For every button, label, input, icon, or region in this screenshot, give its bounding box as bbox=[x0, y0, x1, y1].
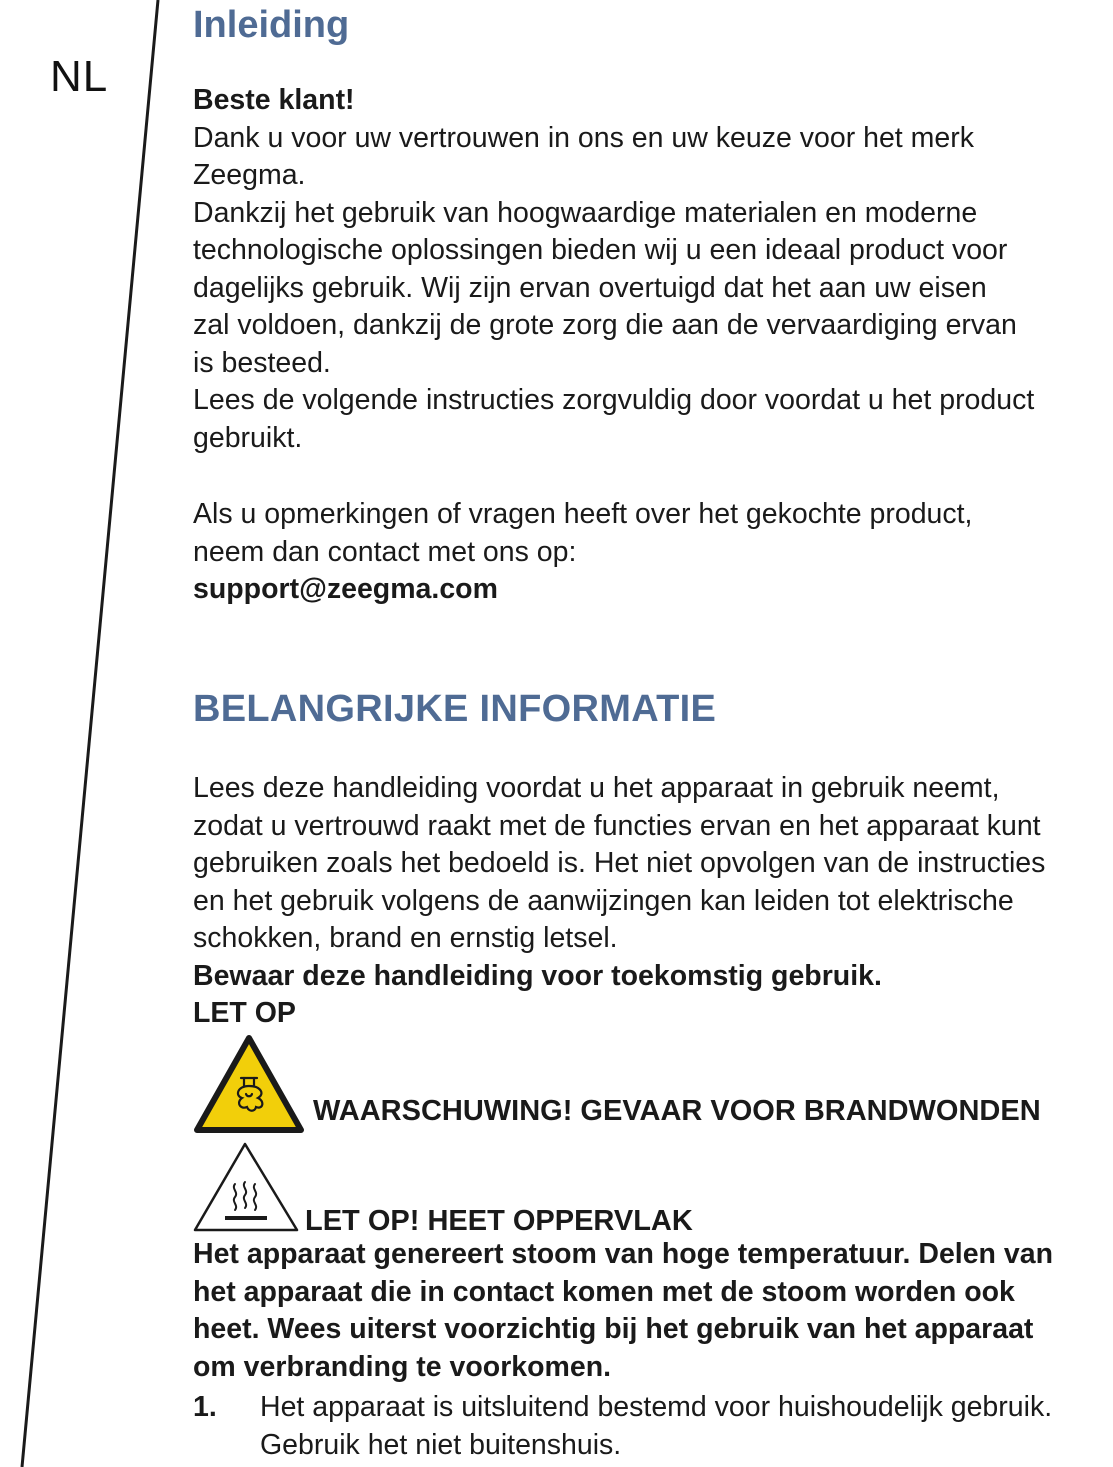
burn-warning-label: WAARSCHUWING! GEVAAR VOOR BRANDWONDEN bbox=[313, 1094, 1041, 1127]
contact-text bbox=[193, 496, 1108, 609]
intro-p2-line3: dagelijks gebruik. Wij zijn ervan overtuigd dat het aan uw eisen bbox=[193, 271, 987, 304]
intro-p2-line1: Dankzij het gebruik van hoogwaardige materialen en moderne bbox=[193, 196, 978, 229]
intro-p2-line5: is besteed. bbox=[193, 346, 331, 379]
intro-p1-line1: Dank u voor uw vertrouwen in ons en uw keuze voor het merk bbox=[193, 121, 974, 154]
burn-warning bbox=[193, 1034, 1041, 1134]
hot-surface-warning bbox=[193, 1138, 693, 1237]
steam-warning-text bbox=[193, 1236, 1108, 1386]
hot-surface-icon bbox=[193, 1138, 303, 1234]
contact-line2: neem dan contact met ons op: bbox=[193, 535, 577, 568]
intro-p3-line2: gebruikt. bbox=[193, 421, 303, 454]
steam-line2: het apparaat die in contact komen met de stoom worden ook bbox=[193, 1275, 1015, 1308]
intro-p1-line2: Zeegma. bbox=[193, 159, 306, 191]
attention-label: LET OP bbox=[193, 997, 296, 1029]
support-email[interactable]: support@zeegma.com bbox=[193, 573, 498, 605]
important-line3: gebruiken zoals het bedoeld is. Het niet opvolgen van de instructies bbox=[193, 847, 1046, 879]
intro-p2-line2: technologische oplossingen bieden wij u een ideaal product voor bbox=[193, 234, 1008, 266]
list-item-number: 1. bbox=[193, 1391, 217, 1423]
steam-burn-warning-icon bbox=[193, 1034, 305, 1134]
important-text bbox=[193, 770, 1108, 1033]
language-code: NL bbox=[50, 52, 109, 101]
intro-title: Inleiding bbox=[193, 4, 350, 46]
steam-line3: heet. Wees uiterst voorzichtig bij het gebruik van het apparaat bbox=[193, 1313, 1034, 1345]
intro-text bbox=[193, 82, 1108, 457]
page-divider-line bbox=[0, 0, 200, 1467]
important-line1: Lees deze handleiding voordat u het apparaat in gebruik neemt, bbox=[193, 772, 1000, 804]
greeting: Beste klant! bbox=[193, 84, 355, 116]
steam-line4: om verbranding te voorkomen. bbox=[193, 1350, 612, 1383]
important-info-title: BELANGRIJKE INFORMATIE bbox=[193, 688, 717, 730]
intro-p3-line1: Lees de volgende instructies zorgvuldig door voordat u het product bbox=[193, 384, 1035, 416]
steam-line1: Het apparaat genereert stoom van hoge temperatuur. Delen van bbox=[193, 1238, 1053, 1270]
important-line5: schokken, brand en ernstig letsel. bbox=[193, 922, 618, 954]
list-item-line2: Gebruik het niet buitenshuis. bbox=[260, 1428, 622, 1461]
keep-manual-note: Bewaar deze handleiding voor toekomstig gebruik. bbox=[193, 959, 882, 992]
contact-line1: Als u opmerkingen of vragen heeft over het gekochte product, bbox=[193, 498, 973, 530]
important-line4: en het gebruik volgens de aanwijzingen kan leiden tot elektrische bbox=[193, 884, 1014, 917]
list-item-text bbox=[260, 1389, 1108, 1464]
intro-p2-line4: zal voldoen, dankzij de grote zorg die aan de vervaardiging ervan bbox=[193, 309, 1017, 341]
important-line2: zodat u vertrouwd raakt met de functies ervan en het apparaat kunt bbox=[193, 809, 1041, 842]
hot-surface-label: LET OP! HEET OPPERVLAK bbox=[305, 1204, 693, 1237]
list-item-line1: Het apparaat is uitsluitend bestemd voor huishoudelijk gebruik. bbox=[260, 1391, 1053, 1423]
